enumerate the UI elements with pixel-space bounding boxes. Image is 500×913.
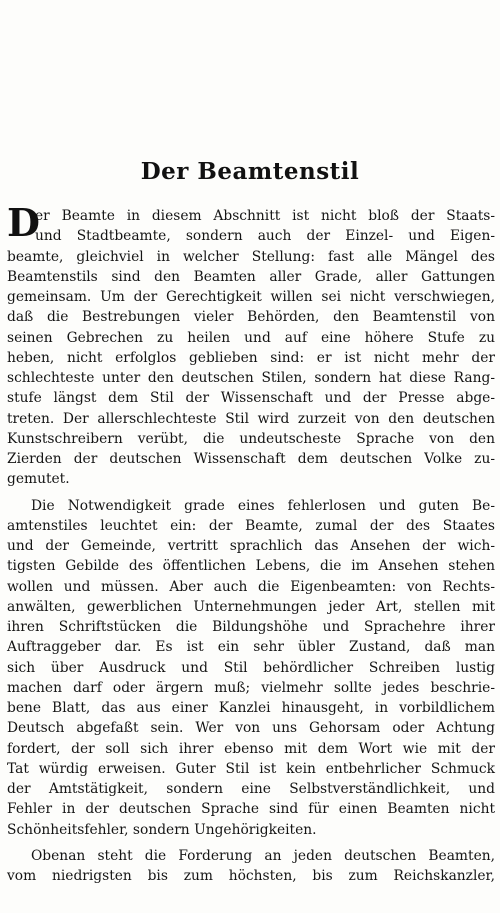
text-line: seinen Gebrechen zu heilen und auf eine höhere Stufe zu [7, 329, 495, 346]
text-line: amtenstiles leuchtet ein: der Beamte, zumal der des Staates [7, 517, 495, 534]
text-line: D er Beamte in diesem Abschnitt ist nicht bloß der Staats- [7, 200, 495, 245]
text-line: gemutet. [7, 471, 70, 488]
text-line: der Amtstätigkeit, sondern eine Selbstverständlichkeit, und [7, 781, 495, 797]
text-line: stufe längst dem Stil der Wissenschaft und der Presse abge- [7, 390, 495, 407]
body-text [7, 200, 495, 886]
text-line: Auftraggeber dar. Es ist ein sehr übler Zustand, daß man [7, 639, 495, 656]
text-line: daß die Bestrebungen vieler Behörden, den Beamtenstil von [7, 309, 495, 326]
text-line: Schönheitsfehler, sondern Ungehörigkeiten. [7, 821, 317, 838]
text-line: fordert, der soll sich ihrer ebenso mit dem Wort wie mit der [7, 740, 495, 757]
text-line: beamte, gleichviel in welcher Stellung: fast alle Mängel des [7, 248, 495, 265]
text-line: Zierden der deutschen Wissenschaft dem deutschen Volke zu- [7, 451, 495, 467]
text-line: schlechteste unter den deutschen Stilen, sondern hat diese Rang- [7, 370, 495, 386]
text-line: sich über Ausdruck und Stil behördlicher Schreiben lustig [7, 659, 495, 676]
paragraph-3 [7, 846, 495, 887]
text-line: wollen und müssen. Aber auch die Eigenbeamten: von Rechts- [7, 578, 495, 595]
drop-cap: D [7, 200, 40, 245]
text-line: und der Gemeinde, vertritt sprachlich das Ansehen der wich- [7, 538, 495, 554]
text-line: anwälten, gewerblichen Unternehmungen jeder Art, stellen mit [7, 598, 495, 615]
paragraph-1 [7, 200, 495, 490]
text-line: Die Notwendigkeit grade eines fehlerlosen und guten Be- [31, 497, 495, 514]
text-line: Deutsch abgefaßt sein. Wer von uns Gehorsam oder Achtung [7, 720, 495, 737]
text-line: und Stadtbeamte, sondern auch der Einzel- und Eigen- [35, 228, 495, 245]
text-line: treten. Der allerschlechteste Stil wird zurzeit von den deutschen [7, 410, 495, 427]
text-line: vom niedrigsten bis zum höchsten, bis zum Reichskanzler, [7, 868, 495, 884]
text-line: bene Blatt, das aus einer Kanzlei hinausgeht, in vorbildlichem [7, 700, 495, 716]
text-line: Fehler in der deutschen Sprache sind für einen Beamten nicht [7, 801, 495, 818]
text-line: Kunstschreibern verübt, die undeutscheste Sprache von den [7, 430, 495, 447]
text-line: tigsten Gebilde des öffentlichen Lebens, die im Ansehen stehen [7, 558, 495, 575]
text-line: ihren Schriftstücken die Bildungshöhe und Sprachehre ihrer [7, 619, 495, 635]
text-line: Obenan steht die Forderung an jeden deutschen Beamten, [31, 847, 495, 864]
paragraph-2 [7, 496, 495, 840]
text-line: Tat würdig erweisen. Guter Stil ist kein entbehrlicher Schmuck [7, 760, 495, 777]
text-line: gemeinsam. Um der Gerechtigkeit willen sei nicht verschwiegen, [7, 289, 495, 305]
text-line: machen darf oder ärgern muß; vielmehr sollte jedes beschrie- [7, 679, 495, 696]
text-line: heben, nicht erfolglos geblieben sind: er ist nicht mehr der [7, 349, 495, 366]
text-line: Beamtenstils sind den Beamten aller Grade, aller Gattungen [7, 268, 495, 285]
chapter-title: Der Beamtenstil [140, 158, 360, 185]
